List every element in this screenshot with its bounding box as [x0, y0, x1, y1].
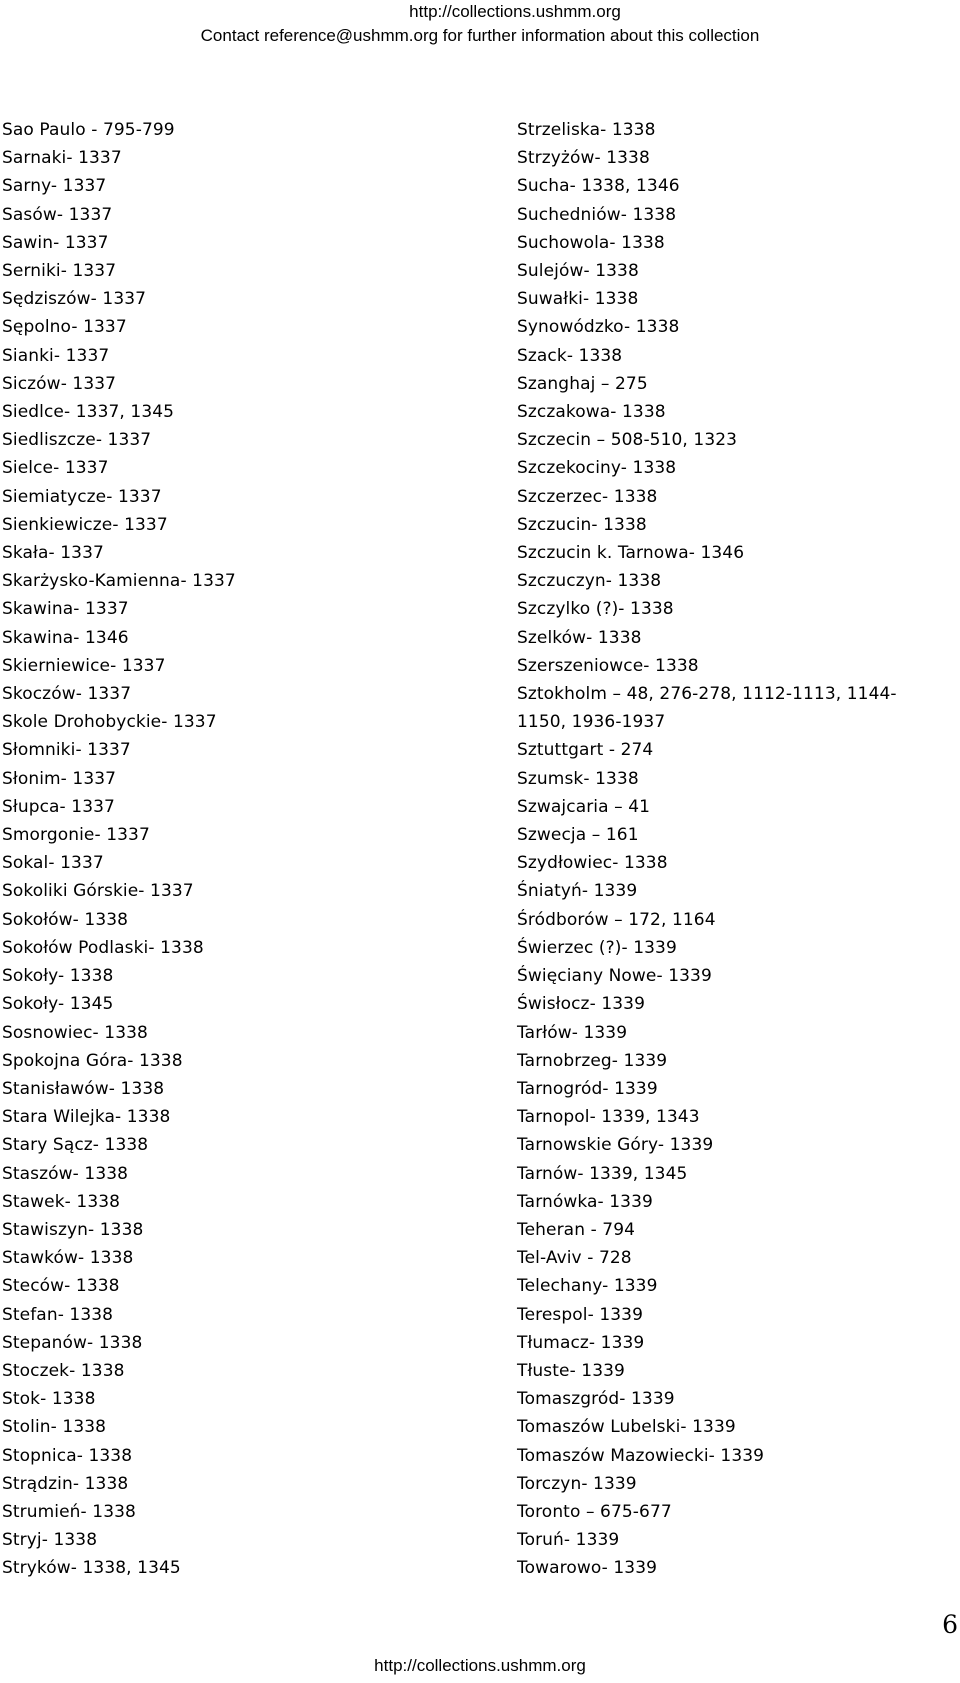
index-entry: Tarłów- 1339: [517, 1022, 628, 1043]
index-entry: Suchowola- 1338: [517, 232, 665, 253]
index-entry: Szczecin – 508-510, 1323: [517, 430, 738, 451]
index-entry: Tomaszów Lubelski- 1339: [517, 1417, 736, 1438]
index-entry: Sztokholm – 48, 276-278, 1112-1113, 1144-: [517, 684, 897, 705]
index-entry: Stryj- 1338: [2, 1530, 98, 1551]
index-entry: Stepanów- 1338: [2, 1332, 143, 1353]
index-entry: Stary Sącz- 1338: [2, 1135, 149, 1156]
header-contact: Contact reference@ushmm.org for further information about this collection: [200, 26, 760, 45]
index-entry: Synowódzko- 1338: [517, 317, 680, 338]
index-entry: Terespol- 1339: [517, 1304, 644, 1325]
index-entry: 1150, 1936-1937: [517, 712, 666, 733]
index-entry: Słomniki- 1337: [2, 740, 131, 761]
index-entry: Skoczów- 1337: [2, 684, 132, 705]
index-entry: Torczyn- 1339: [517, 1473, 637, 1494]
footer-url: http://collections.ushmm.org: [374, 1656, 586, 1675]
index-entry: Sucha- 1338, 1346: [517, 176, 680, 197]
index-entry: Sienkiewicze- 1337: [2, 514, 168, 535]
index-entry: Teheran - 794: [517, 1219, 636, 1240]
index-entry: Sokołów- 1338: [2, 909, 129, 930]
index-entry: Siedlce- 1337, 1345: [2, 402, 175, 423]
index-entry: Sępolno- 1337: [2, 317, 127, 338]
index-entry: Spokojna Góra- 1338: [2, 1050, 183, 1071]
index-entry: Szczucin k. Tarnowa- 1346: [517, 543, 745, 564]
index-entry: Serniki- 1337: [2, 261, 117, 282]
index-entry: Tomaszów Mazowiecki- 1339: [517, 1445, 765, 1466]
index-entry: Towarowo- 1339: [517, 1558, 658, 1579]
index-entry: Steców- 1338: [2, 1276, 120, 1297]
index-entry: Śródborów – 172, 1164: [517, 909, 716, 930]
header-url: http://collections.ushmm.org: [409, 2, 621, 21]
index-left-column: [2, 116, 236, 1583]
index-entry: Sokoły- 1338: [2, 966, 114, 987]
index-entry: Szumsk- 1338: [517, 768, 639, 789]
index-entry: Telechany- 1339: [517, 1276, 658, 1297]
index-right-column: [517, 116, 897, 1583]
index-entry: Słonim- 1337: [2, 768, 117, 789]
index-entry: Stawków- 1338: [2, 1248, 134, 1269]
index-entry: Szwajcaria – 41: [517, 796, 651, 817]
index-entry: Suwałki- 1338: [517, 289, 639, 310]
index-entry: Sarny- 1337: [2, 176, 107, 197]
index-entry: Tel-Aviv - 728: [517, 1248, 632, 1269]
index-entry: Tarnówka- 1339: [517, 1191, 653, 1212]
index-entry: Strzeliska- 1338: [517, 120, 656, 140]
index-entry: Sokoły- 1345: [2, 994, 114, 1015]
index-entry: Stawek- 1338: [2, 1191, 121, 1212]
index-entry: Sokal- 1337: [2, 853, 104, 874]
index-entry: Strądzin- 1338: [2, 1473, 129, 1494]
index-entry: Strzyżów- 1338: [517, 148, 650, 169]
page-header: [0, 0, 960, 48]
index-entry: Siemiatycze- 1337: [2, 486, 162, 507]
index-entry: Szczucin- 1338: [517, 514, 647, 535]
index-entry: Szwecja – 161: [517, 825, 639, 846]
index-entry: Staszów- 1338: [2, 1163, 129, 1184]
page-number: 6: [942, 1610, 958, 1639]
index-entry: Stryków- 1338, 1345: [2, 1558, 181, 1579]
index-entry: Tarnobrzeg- 1339: [517, 1050, 668, 1071]
index-entry: Sasów- 1337: [2, 204, 113, 225]
index-entry: Siczów- 1337: [2, 373, 117, 394]
index-entry: Skawina- 1346: [2, 627, 129, 648]
index-entry: Stok- 1338: [2, 1389, 96, 1410]
index-entry: Stoczek- 1338: [2, 1360, 125, 1381]
index-entry: Święciany Nowe- 1339: [517, 966, 712, 987]
index-entry: Świsłocz- 1339: [517, 994, 645, 1015]
index-entry: Tarnopol- 1339, 1343: [517, 1107, 700, 1128]
index-entry: Sokoliki Górskie- 1337: [2, 881, 194, 902]
index-entry: Słupca- 1337: [2, 796, 115, 817]
index-entry: Tarnów- 1339, 1345: [517, 1163, 688, 1184]
index-entry: Smorgonie- 1337: [2, 825, 150, 846]
index-entry: Stawiszyn- 1338: [2, 1219, 144, 1240]
index-entry: Stanisławów- 1338: [2, 1078, 165, 1099]
index-entry: Sosnowiec- 1338: [2, 1022, 148, 1043]
index-entry: Szelków- 1338: [517, 627, 642, 648]
index-entry: Sulejów- 1338: [517, 261, 639, 282]
page-footer: [0, 1656, 960, 1676]
index-entry: Śniatyń- 1339: [517, 881, 638, 902]
index-entry: Stefan- 1338: [2, 1304, 114, 1325]
index-entry: Sokołów Podlaski- 1338: [2, 937, 204, 958]
index-entry: Skała- 1337: [2, 543, 104, 564]
index-entry: Sztuttgart - 274: [517, 740, 654, 761]
index-entry: Skole Drohobyckie- 1337: [2, 712, 217, 733]
index-entry: Szczuczyn- 1338: [517, 571, 662, 592]
index-entry: Szanghaj – 275: [517, 373, 648, 394]
index-entry: Tarnowskie Góry- 1339: [517, 1135, 714, 1156]
index-entry: Stara Wilejka- 1338: [2, 1107, 171, 1128]
index-entry: Sielce- 1337: [2, 458, 109, 479]
index-entry: Toronto – 675-677: [517, 1501, 672, 1522]
index-entry: Sawin- 1337: [2, 232, 109, 253]
index-entry: Skierniewice- 1337: [2, 655, 166, 676]
index-entry: Sędziszów- 1337: [2, 289, 147, 310]
index-entry: Szczylko (?)- 1338: [517, 599, 674, 620]
index-entry: Stolin- 1338: [2, 1417, 107, 1438]
index-entry: Świerzec (?)- 1339: [517, 937, 677, 958]
index-entry: Tomaszgród- 1339: [517, 1389, 675, 1410]
index-entry: Tarnogród- 1339: [517, 1078, 658, 1099]
index-entry: Strumień- 1338: [2, 1501, 136, 1522]
index-entry: Szczakowa- 1338: [517, 402, 666, 423]
index-entry: Skarżysko-Kamienna- 1337: [2, 571, 236, 592]
index-entry: Szczekociny- 1338: [517, 458, 677, 479]
index-entry: Szack- 1338: [517, 345, 623, 366]
index-entry: Szczerzec- 1338: [517, 486, 658, 507]
index-entry: Tłuste- 1339: [517, 1360, 625, 1381]
index-entry: Szydłowiec- 1338: [517, 853, 668, 874]
index-entry: Sarnaki- 1337: [2, 148, 122, 169]
index-entry: Suchedniów- 1338: [517, 204, 677, 225]
index-entry: Toruń- 1339: [517, 1530, 620, 1551]
index-entry: Sianki- 1337: [2, 345, 110, 366]
index-entry: Sao Paulo - 795-799: [2, 120, 175, 140]
index-entry: Szerszeniowce- 1338: [517, 655, 699, 676]
index-entry: Tłumacz- 1339: [517, 1332, 645, 1353]
index-entry: Skawina- 1337: [2, 599, 129, 620]
index-entry: Siedliszcze- 1337: [2, 430, 152, 451]
index-entry: Stopnica- 1338: [2, 1445, 133, 1466]
